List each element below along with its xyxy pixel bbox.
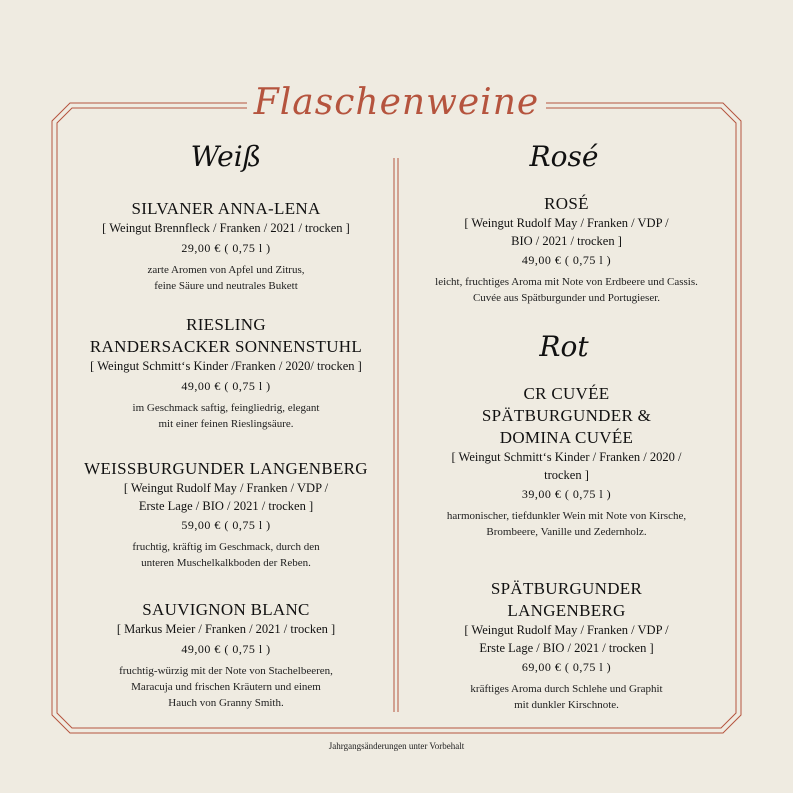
wine-price: 29,00 € ( 0,75 l ) [181,240,271,255]
wine-description [400,681,733,713]
wine-name-line: ROSÉ [544,194,589,213]
wine-name-line: SILVANER ANNA-LENA [131,199,321,218]
wine-name [400,383,733,449]
wine-entry [400,578,733,713]
wine-price: 49,00 € ( 0,75 l ) [521,253,612,267]
wine-name-line: SPÄTBURGUNDER & [481,406,652,425]
wine-entry [56,198,396,294]
wine-description-line: mit einer feinen Rieslingsäure. [158,417,294,430]
wine-name-line: SAUVIGNON BLANC [142,600,310,619]
wine-description-line: kräftiges Aroma durch Schlehe und Graphit [470,683,663,695]
wine-price: 69,00 € ( 0,75 l ) [521,660,612,674]
wine-details [400,215,733,250]
section-heading-rose: Rosé [529,140,599,173]
wine-details-line: Erste Lage / BIO / 2021 / trocken ] [138,498,314,513]
wine-description-line: harmonischer, tiefdunkler Wein mit Note von Kirsche, [446,510,687,522]
wine-price: 39,00 € ( 0,75 l ) [521,487,612,501]
section-heading-weiss: Weiß [190,140,262,173]
wine-name [56,599,396,621]
wine-description [56,262,396,294]
section-heading-rot: Rot [539,330,589,363]
wine-details-line: [ Weingut Rudolf May / Franken / VDP / [464,216,669,230]
wine-details-line: [ Markus Meier / Franken / 2021 / trocken ] [116,622,336,636]
wine-details [56,621,396,639]
wine-description-line: Hauch von Granny Smith. [168,696,284,709]
wine-name-line: DOMINA CUVÉE [499,428,634,447]
wine-entry [400,193,733,306]
wine-description-line: feine Säure und neutrales Bukett [154,279,298,292]
wine-description-line: fruchtig-würzig mit der Note von Stachelbeeren, [119,664,333,677]
wine-description [56,400,396,432]
wine-description-line: zarte Aromen von Apfel und Zitrus, [147,263,305,276]
wine-description-line: im Geschmack saftig, feingliedrig, elegant [132,401,320,414]
wine-name-line: WEISSBURGUNDER LANGENBERG [84,459,368,478]
wine-price: 49,00 € ( 0,75 l ) [181,378,271,393]
wine-name-line: LANGENBERG [507,601,626,620]
wine-price: 59,00 € ( 0,75 l ) [181,518,271,532]
wine-name-line: RIESLING [186,315,266,334]
wine-entry [56,599,396,711]
wine-entry [56,458,396,571]
wine-description [400,508,733,540]
wine-details-line: [ Weingut Rudolf May / Franken / VDP / [464,623,669,637]
wine-description-line: fruchtig, kräftig im Geschmack, durch den [132,541,320,553]
wine-name [56,458,396,480]
wine-name-line: RANDERSACKER SONNENSTUHL [89,337,363,356]
wine-name [56,314,396,358]
wine-description [56,663,396,711]
wine-details-line: [ Weingut Schmitt‘s Kinder / Franken / 2020 / [451,450,682,464]
wine-details-line: trocken ] [544,467,589,482]
wine-description-line: Cuvée aus Spätburgunder und Portugieser. [472,292,661,304]
footnote: Jahrgangsänderungen unter Vorbehalt [328,741,465,751]
wine-details [56,480,396,515]
wine-description [56,539,396,571]
page-title: Flaschenweine [253,82,540,123]
wine-details-line: [ Weingut Rudolf May / Franken / VDP / [123,481,329,495]
wine-name-line: SPÄTBURGUNDER [490,579,643,598]
wine-price: 49,00 € ( 0,75 l ) [181,641,271,656]
wine-description [400,274,733,306]
wine-entry [400,383,733,540]
wine-description-line: mit dunkler Kirschnote. [514,699,619,711]
wine-description-line: Maracuja und frischen Kräutern und einem [131,680,321,693]
wine-name [400,193,733,215]
wine-details-line: Erste Lage / BIO / 2021 / trocken ] [479,640,654,655]
wine-details [400,622,733,657]
wine-entry [56,314,396,432]
wine-details-line: BIO / 2021 / trocken ] [511,233,622,248]
wine-name [400,578,733,622]
wine-description-line: Brombeere, Vanille und Zedernholz. [486,526,647,538]
wine-details [400,449,733,484]
wine-details [56,220,396,238]
wine-details-line: [ Weingut Brennfleck / Franken / 2021 / trocken ] [102,221,350,235]
wine-name [56,198,396,220]
wine-name-line: CR CUVÉE [523,384,610,403]
wine-details [56,358,396,376]
wine-description-line: unteren Muschelkalkboden der Reben. [141,557,311,569]
wine-details-line: [ Weingut Schmitt‘s Kinder /Franken / 2020/ trocken ] [90,359,362,373]
wine-description-line: leicht, fruchtiges Aroma mit Note von Erdbeere und Cassis. [435,276,698,288]
